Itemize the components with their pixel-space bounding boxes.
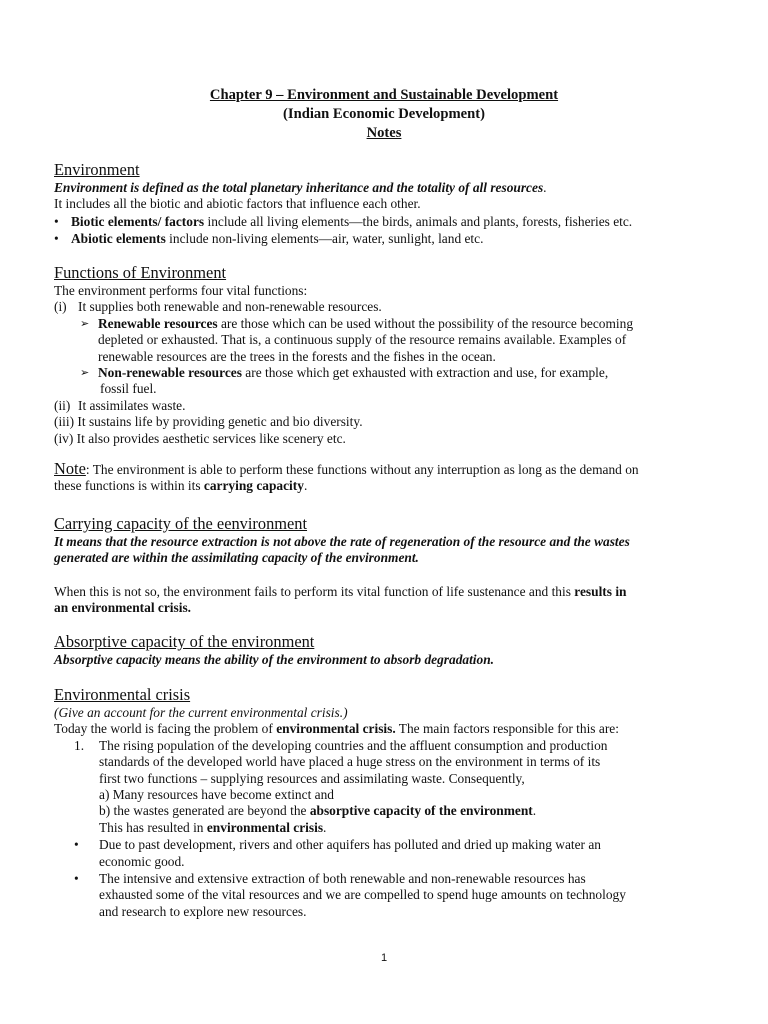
heading-absorptive-capacity: Absorptive capacity of the environment — [54, 632, 315, 651]
crisis-subheading: (Give an account for the current environmental crisis.) — [54, 705, 348, 720]
list-item: • Due to past development, rivers and other aquifers has polluted and dried up making water an economic good. — [74, 837, 601, 869]
section-environmental-crisis — [54, 685, 714, 920]
list-item: (iv) It also provides aesthetic services like scenery etc. — [54, 430, 346, 446]
title-line-2: (Indian Economic Development) — [283, 106, 485, 122]
absorptive-definition: Absorptive capacity means the ability of the environment to absorb degradation. — [54, 652, 495, 667]
heading-carrying-capacity: Carrying capacity of the eenvironment — [54, 514, 308, 533]
arrow-bullet-icon: ➢ — [80, 317, 90, 330]
list-item: (i) It supplies both renewable and non-renewable resources. — [54, 299, 382, 315]
section-environment — [54, 160, 714, 248]
carrying-definition: It means that the resource extraction is not above the rate of regeneration of the resource and the wastes generated are within the assimilating capacity of the environment. — [54, 534, 630, 566]
list-item: • Abiotic elements include non-living elements—air, water, sunlight, land etc. — [54, 231, 484, 247]
crisis-intro: Today the world is facing the problem of environmental crisis. The main factors responsible for this are: — [54, 721, 619, 737]
bullet-icon: • — [74, 871, 79, 887]
title-line-3: Notes — [366, 125, 402, 141]
bullet-icon: • — [74, 837, 79, 853]
document-title — [0, 86, 768, 143]
section-carrying-capacity — [54, 514, 714, 617]
arrow-bullet-icon: ➢ — [80, 367, 90, 380]
bullet-icon: • — [54, 231, 59, 247]
note-paragraph: Note: The environment is able to perform these functions without any interruption as long as the demand on these functions is within its carrying capacity. — [54, 459, 639, 494]
section-functions — [54, 263, 714, 447]
list-item: (iii) It sustains life by providing genetic and bio diversity. — [54, 414, 363, 430]
env-definition: Environment is defined as the total planetary inheritance and the totality of all resources. — [54, 180, 547, 195]
env-line-2: It includes all the biotic and abiotic factors that influence each other. — [54, 196, 421, 212]
list-item: (ii) It assimilates waste. — [54, 397, 186, 413]
carrying-paragraph: When this is not so, the environment fails to perform its vital function of life sustenance and this results in an environmental crisis. — [54, 583, 627, 616]
bullet-icon: • — [54, 213, 59, 229]
section-note — [54, 461, 714, 495]
title-line-1: Chapter 9 – Environment and Sustainable Development — [209, 87, 559, 103]
page-number: 1 — [380, 952, 388, 964]
list-item: • The intensive and extensive extraction of both renewable and non-renewable resources has exhausted some of the vital resources and we are compelled to spend huge amounts on technology and research to explore new resources. — [74, 871, 626, 919]
functions-intro: The environment performs four vital functions: — [54, 283, 308, 298]
heading-functions: Functions of Environment — [54, 263, 227, 282]
list-item: ➢ Renewable resources are those which can be used without the possibility of the resource becoming depleted or exhausted. That is, a continuous supply of the resource remains available. Examples of renewable resources are the trees in the forests and the fishes in the ocean. — [80, 315, 634, 364]
heading-environment: Environment — [54, 160, 140, 179]
section-absorptive-capacity — [54, 632, 714, 668]
list-item: • Biotic elements/ factors include all living elements—the birds, animals and plants, forests, fisheries etc. — [54, 213, 633, 229]
list-item: ➢ Non-renewable resources are those which get exhausted with extraction and use, for example, fossil fuel. — [80, 365, 609, 397]
heading-environmental-crisis: Environmental crisis — [54, 685, 191, 704]
list-item: 1. The rising population of the developing countries and the affluent consumption and production standards of the developed world have placed a huge stress on the environment in terms of its first two functions – supplying resources and assimilating waste. Consequently, a) Many resources have become extinct and b) the wastes generated are beyond the absorptive capacity of the environment. This has resulted in environmental crisis. — [74, 737, 608, 835]
note-label: Note — [54, 459, 86, 478]
